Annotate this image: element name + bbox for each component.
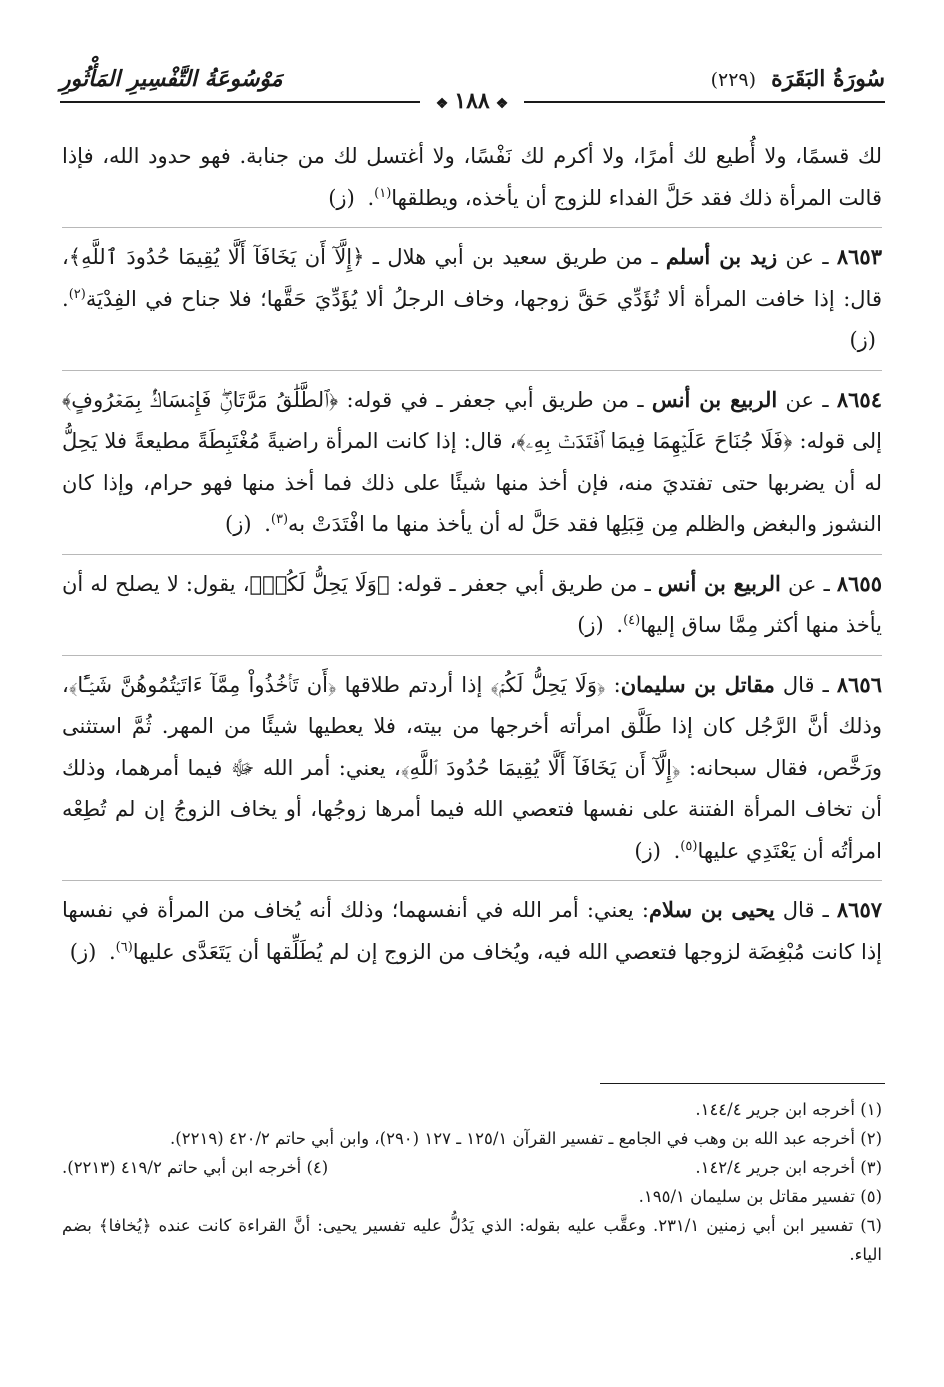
narration-number: ٨٦٥٥	[836, 570, 882, 596]
narration-8654: ٨٦٥٤ ـ عن الربيع بن أنس ـ من طريق أبي جعفر ـ في قوله: ﴿ٱلطَّلَٰقُ مَرَّتَانِۖ فَإِمۡسَاكُۢ بِمَعۡرُوفٍ﴾ إلى قوله: ﴿فَلَا جُنَاحَ عَلَيۡهِمَا فِيمَا ٱفۡتَدَتۡ بِهِۦ﴾، قال: إذا كانت المرأة راضيةً مُغْتَبِطَةً مطيعةً فلا يَحِلُّ له أن يضربها حتى تفتديَ منه، فإن أخذ منها شيئًا على ذلك فما أخذ منها فهو حرام، وإذا كان النشوز والبغض والظلم مِن قِبَلِها فقد حَلَّ له أن يأخذ منها ما افْتَدَتْ به$^{(٣)}$. (ز)	[62, 386, 882, 536]
narration-8656: ٨٦٥٦ ـ قال مقاتل بن سليمان: ﴿وَلَا يَحِلُّ لَكُمۡ﴾ إذا أردتم طلاقها ﴿أَن تَأۡخُذُواْ مِمَّآ ءَاتَيۡتُمُوهُنَّ شَيۡـًٔا﴾، وذلك أنَّ الرَّجُل كان إذا طَلَّق امرأته أخرجها من بيته، فلا يعطيها شيئًا من المهر. ثُمَّ استثنى ورَخَّص، فقال سبحانه: ﴿إِلَّآ أَن يَخَافَآ أَلَّا يُقِيمَا حُدُودَ ٱللَّهِ﴾، يعني: أمر الله ﷻ فيما أمرهما، وذلك أن تخاف المرأة الفتنة على نفسها فتعصي الله فيما أمرها زوجُها، أو يخاف الزوجُ إن لم تُطِعْه امرأتُه أن يَعْتَدِي عليها$^{(٥)}$. (ز)	[62, 671, 882, 863]
narration-8653: ٨٦٥٣ ـ عن زيد بن أسلم ـ من طريق سعيد بن أبي هلال ـ ﴿إِلَّآ أَن يَخَافَآ أَلَّا يُقِيمَا حُدُودَ ٱللَّهِ﴾، قال: إذا خافت المرأة ألا تُؤَدِّي حَقَّ زوجها، وخاف الرجلُ ألا يُؤَدِّيَ حَقَّها؛ فلا جناح في الفِدْيَة$^{(٢)}$. (ز)	[62, 244, 882, 352]
footnote-6: (٦) تفسير ابن أبي زمنين ٢٣١/١. وعقَّب عليه بقوله: الذي يَدُلُّ عليه تفسير يحيى: أنَّ القراءة كانت عنده ﴿يُخافا﴾ بضم الياء.	[62, 1216, 882, 1264]
main-text	[62, 136, 882, 973]
page-number-value: ١٨٨	[454, 88, 490, 114]
ruling-code: (ز)	[225, 512, 252, 536]
footnote-2: (٢) أخرجه عبد الله بن وهب في الجامع ـ تفسير القرآن ١٢٥/١ ـ ١٢٧ (٢٩٠)، وابن أبي حاتم ٤٢٠/٢ (٢٢١٩).	[170, 1129, 882, 1148]
paragraph-divider	[62, 554, 882, 555]
ornament-icon: ❖	[435, 96, 449, 112]
narration-lead: ـ قال	[774, 898, 837, 922]
footnote-divider	[600, 1083, 885, 1084]
paragraph-text: لك قسمًا، ولا أُطيع لك أمرًا، ولا أكرم لك نَفْسًا، ولا أغتسل لك من جنابة. فهو حدود الله، فإذا قالت المرأة ذلك فقد حَلَّ الفداء للزوج أن يأخذه، ويطلقها	[62, 144, 882, 210]
paragraph-divider	[62, 370, 882, 371]
narration-text: ـ من طريق أبي جعفر ـ قوله: ﴿وَلَا يَحِلُّ لَكُمۡ﴾، يقول: لا يصلح له أن يأخذ منها أكثر مِمَّا ساق إليها	[62, 571, 882, 637]
narrator-name: الربيع بن أنس	[651, 386, 778, 412]
footnote-ref[interactable]: (٦)	[115, 939, 133, 955]
narration-text: : ﴿وَلَا يَحِلُّ لَكُمۡ﴾ إذا أردتم طلاقها ﴿أَن تَأۡخُذُواْ مِمَّآ ءَاتَيۡتُمُوهُنَّ شَيۡـًٔا﴾، وذلك أنَّ الرَّجُل كان إذا طَلَّق امرأته أخرجها من بيته، فلا يعطيها شيئًا من المهر. ثُمَّ استثنى ورَخَّص، فقال سبحانه: ﴿إِلَّآ أَن يَخَافَآ أَلَّا يُقِيمَا حُدُودَ ٱللَّهِ﴾، يعني: أمر الله ﷻ فيما أمرهما، وذلك أن تخاف المرأة الفتنة على نفسها فتعصي الله فيما أمرها زوجُها، أو يخاف الزوجُ إن لم تُطِعْه امرأتُه أن يَعْتَدِي عليها	[62, 672, 882, 863]
ruling-code: (ز)	[634, 838, 661, 863]
narrator-name: الربيع بن أنس	[657, 570, 781, 596]
narration-lead: ـ عن	[780, 571, 837, 596]
narration-number: ٨٦٥٤	[836, 386, 882, 412]
narration-text: ـ من طريق سعيد بن أبي هلال ـ ﴿إِلَّآ أَن يَخَافَآ أَلَّا يُقِيمَا حُدُودَ ٱللَّهِ﴾، قال: إذا خافت المرأة ألا تُؤَدِّي حَقَّ زوجها، وخاف الرجلُ ألا يُؤَدِّيَ حَقَّها؛ فلا جناح في الفِدْيَة	[62, 245, 882, 311]
narration-8657: ٨٦٥٧ ـ قال يحيى بن سلام: يعني: أمر الله في أنفسهما؛ وذلك أنه يُخاف من المرأة في نفسها إذا كانت مُبْغِضَة لزوجها فتعصي الله فيه، ويُخاف من الزوج إن لم يُطَلِّقها أن يَتَعَدَّى عليها$^{(٦)}$. (ز)	[62, 897, 883, 964]
narration-number: ٨٦٥٣	[836, 244, 882, 269]
footnote-ref[interactable]: (٣)	[270, 512, 289, 527]
narration-lead: ـ عن	[777, 387, 837, 412]
footnote-ref[interactable]: (٤)	[623, 613, 641, 628]
footnotes	[62, 1095, 882, 1269]
narration-8655: ٨٦٥٥ ـ عن الربيع بن أنس ـ من طريق أبي جعفر ـ قوله: ﴿وَلَا يَحِلُّ لَكُمۡ﴾، يقول: لا يصلح له أن يأخذ منها أكثر مِمَّا ساق إليها$^{(٤)}$. (ز)	[62, 570, 882, 637]
paragraph-continuation: لك قسمًا، ولا أُطيع لك أمرًا، ولا أكرم لك نَفْسًا، ولا أغتسل لك من جنابة. فهو حدود الله، فإذا قالت المرأة ذلك فقد حَلَّ الفداء للزوج أن يأخذه، ويطلقها$^{(١)}$. (ز)	[62, 144, 882, 210]
footnote-ref[interactable]: (١)	[374, 185, 392, 201]
book-title: مَوْسُوعَةُ التَّفْسِيرِ المَأْثُورِ	[60, 66, 283, 92]
ruling-code: (ز)	[69, 939, 97, 964]
narrator-name: مقاتل بن سليمان	[620, 671, 775, 697]
narration-text: : يعني: أمر الله في أنفسهما؛ وذلك أنه يُخاف من المرأة في نفسها إذا كانت مُبْغِضَة لزوجها فتعصي الله فيه، ويُخاف من الزوج إن لم يُطَلِّقها أن يَتَعَدَّى عليها	[62, 898, 882, 964]
ruling-code: (ز)	[849, 328, 876, 352]
ruling-code: (ز)	[328, 185, 355, 210]
footnote-3: (٣) أخرجه ابن جرير ١٤٢/٤.	[695, 1158, 882, 1177]
surah-title: سُورَةُ البَقَرَة	[771, 66, 885, 92]
footnote-5: (٥) تفسير مقاتل بن سليمان ١٩٥/١.	[638, 1187, 882, 1206]
footnote-ref[interactable]: (٥)	[680, 838, 698, 854]
paragraph-divider	[62, 227, 882, 228]
narration-number: ٨٦٥٧	[836, 897, 883, 922]
narrator-name: يحيى بن سلام	[648, 897, 775, 922]
footnote-row-3-4	[62, 1153, 882, 1182]
narration-lead: ـ قال	[774, 672, 837, 697]
paragraph-divider	[62, 880, 882, 881]
narration-lead: ـ عن	[777, 245, 837, 269]
ruling-code: (ز)	[577, 613, 604, 637]
footnote-1: (١) أخرجه ابن جرير ١٤٤/٤.	[695, 1100, 882, 1119]
narration-number: ٨٦٥٦	[836, 671, 882, 697]
footnote-4: (٤) أخرجه ابن أبي حاتم ٤١٩/٢ (٢٢١٣).	[62, 1158, 329, 1177]
narrator-name: زيد بن أسلم	[665, 244, 778, 269]
ornament-icon: ❖	[495, 96, 509, 112]
page-number	[420, 88, 525, 114]
page-number-wrap	[0, 88, 944, 114]
surah-verse-number: (٢٢٩)	[710, 69, 757, 91]
paragraph-divider	[62, 655, 882, 656]
narration-text: ـ من طريق أبي جعفر ـ في قوله: ﴿ٱلطَّلَٰقُ مَرَّتَانِۖ فَإِمۡسَاكُۢ بِمَعۡرُوفٍ﴾ إلى قوله: ﴿فَلَا جُنَاحَ عَلَيۡهِمَا فِيمَا ٱفۡتَدَتۡ بِهِۦ﴾، قال: إذا كانت المرأة راضيةً مُغْتَبِطَةً مطيعةً فلا يَحِلُّ له أن يضربها حتى تفتديَ منه، فإن أخذ منها شيئًا على ذلك فما أخذ منها فهو حرام، وإذا كان النشوز والبغض والظلم مِن قِبَلِها فقد حَلَّ له أن يأخذ منها ما افْتَدَتْ به	[62, 387, 882, 536]
footnote-ref[interactable]: (٢)	[68, 286, 86, 302]
